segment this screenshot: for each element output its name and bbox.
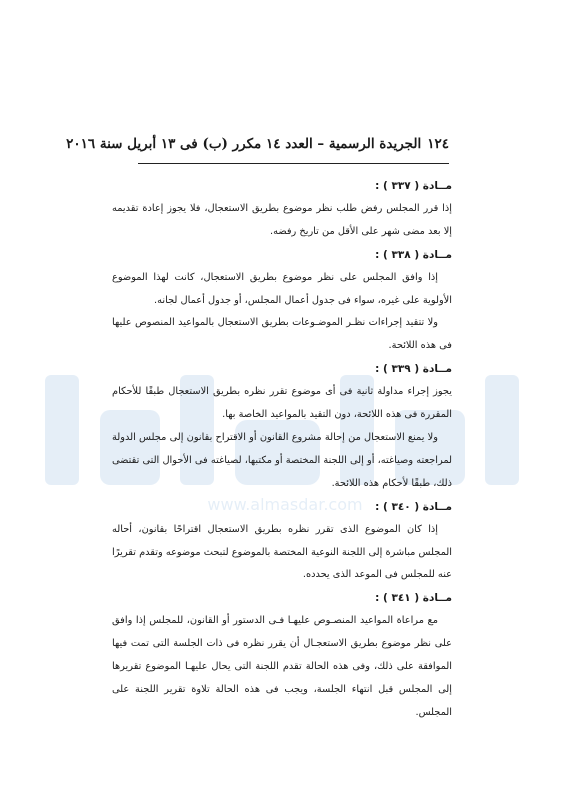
page-header bbox=[66, 136, 449, 152]
watermark-url: www.almasdar.com bbox=[207, 495, 363, 514]
article-paragraph: ولا تتقيد إجراءات نظـر الموضـوعات بطريق الاستعجال بالمواعيد المنصوص عليها فى هذه اللائحة. bbox=[112, 317, 452, 352]
article-340 bbox=[112, 496, 452, 588]
journal-title: الجريدة الرسمية – العدد ١٤ مكرر (ب) فى ١٣ أبريل سنة ٢٠١٦ bbox=[66, 136, 422, 152]
document-body bbox=[112, 175, 452, 725]
article-paragraph: إذا وافق المجلس على نظر موضوع بطريق الاستعجال، كانت لهذا الموضوع الأولوية على غيره، سواء فى جدول أعمال المجلس، أو جدول أعمال لجانه. bbox=[112, 271, 452, 306]
article-title: مــادة ( ٣٣٩ ) : bbox=[375, 363, 452, 376]
article-339 bbox=[112, 358, 452, 495]
article-title: مــادة ( ٣٣٨ ) : bbox=[375, 248, 452, 261]
article-title: مــادة ( ٣٤١ ) : bbox=[375, 592, 452, 605]
article-paragraph: إذا كان الموضوع الذى تقرر نظره بطريق الاستعجال اقتراحًا بقانون، أحاله المجلس مباشرة إلى اللجنة النوعية المختصة بالموضوع لتبحث موضوعه وتقدم تقريرًا عنه للمجلس فى الموعد الذى يحدده. bbox=[112, 523, 452, 581]
article-paragraph: يجوز إجراء مداولة ثانية فى أى موضوع تقرر نظره بطريق الاستعجال طبقًا للأحكام المقررة فى هذه اللائحة، دون التقيد بالمواعيد الخاصة بها. bbox=[112, 386, 452, 421]
article-title: مــادة ( ٣٣٧ ) : bbox=[375, 180, 452, 192]
article-337 bbox=[112, 175, 452, 244]
article-338 bbox=[112, 244, 452, 359]
article-341 bbox=[112, 587, 452, 724]
article-title: مــادة ( ٣٤٠ ) : bbox=[375, 500, 452, 513]
header-rule bbox=[138, 163, 449, 164]
page-number: ١٢٤ bbox=[427, 136, 449, 152]
article-paragraph: مع مراعاة المواعيد المنصـوص عليهـا فـى الدستور أو القانون، للمجلس إذا وافق على نظر موضوع بطريق الاستعجـال أن يقرر نظره فى ذات الجلسة التى تمت فيها الموافقة على ذلك، وفى هذه الحالة تقدم اللجنة التى يحال عليهـا الموضوع تقريرها إلى المجلس قبل انتهاء الجلسة، ويجب فى هذه الحالة تلاوة تقرير اللجنة على المجلس. bbox=[112, 615, 452, 718]
article-paragraph: إذا قرر المجلس رفض طلب نظر موضوع بطريق الاستعجال، فلا يجوز إعادة تقديمه إلا بعد مضى شهر على الأقل من تاريخ رفضه. bbox=[112, 202, 452, 237]
article-paragraph: ولا يمنع الاستعجال من إحالة مشروع القانون أو الاقتراح بقانون إلى مجلس الدولة لمراجعته وصياغته، أو إلى اللجنة المختصة أو مكتبها، لصياغته فى الأحوال التى تقتضى ذلك، طبقًا لأحكام هذه اللائحة. bbox=[112, 431, 452, 489]
